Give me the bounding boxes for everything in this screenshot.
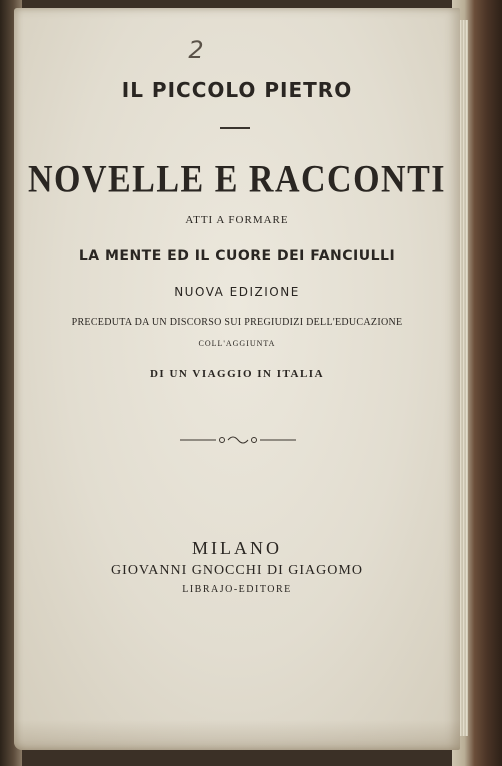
subtitle-line1: ATTI A FORMARE — [185, 214, 289, 226]
title-page — [14, 8, 460, 750]
publication-city: MILANO — [192, 538, 282, 558]
page-bottom-shadow — [14, 720, 460, 750]
handwritten-note: 2 — [188, 36, 204, 64]
publisher-role: LIBRAJO-EDITORE — [182, 584, 292, 595]
ornament-icon — [178, 434, 298, 446]
publisher-name: GIOVANNI GNOCCHI DI GIAGOMO — [111, 563, 363, 578]
series-title: IL PICCOLO PIETRO — [121, 78, 353, 102]
title-rule — [220, 127, 250, 129]
with-addition-text: COLL'AGGIUNTA — [198, 339, 276, 348]
preceded-by-text: PRECEDUTA DA UN DISCORSO SUI PREGIUDIZI DELL'EDUCAZIONE — [71, 317, 403, 328]
travel-title: DI UN VIAGGIO IN ITALIA — [149, 368, 325, 380]
main-title: NOVELLE E RACCONTI — [27, 158, 447, 201]
subtitle-line2: LA MENTE ED IL CUORE DEI FANCIULLI — [78, 248, 396, 264]
edition-label: NUOVA EDIZIONE — [174, 285, 300, 299]
